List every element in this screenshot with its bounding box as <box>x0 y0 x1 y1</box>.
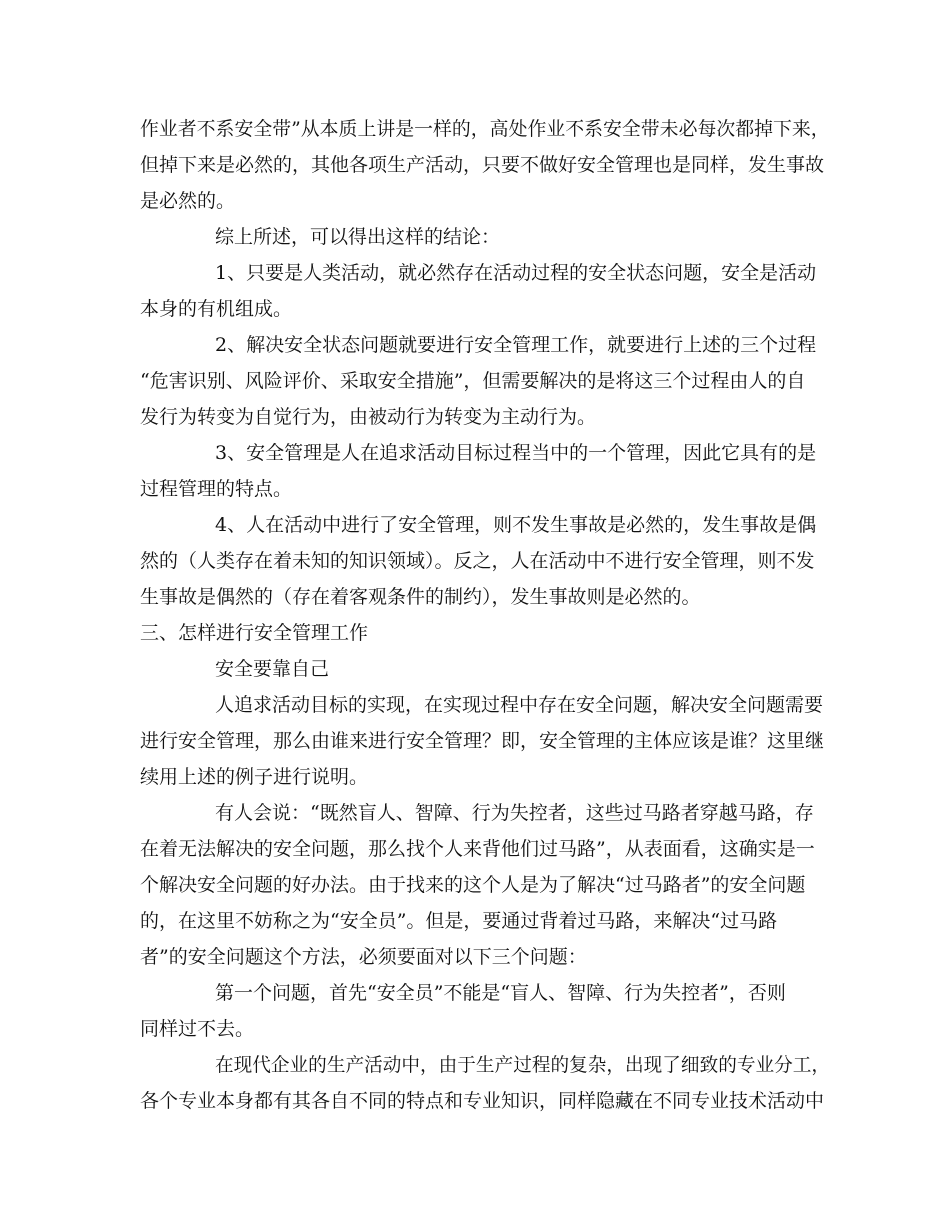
text-line: 同样过不去。 <box>140 1018 255 1040</box>
section-heading: 三、怎样进行安全管理工作 <box>140 622 369 644</box>
text-line: 但掉下来是必然的，其他各项生产活动，只要不做好安全管理也是同样，发生事故 <box>140 154 825 176</box>
list-item: 3、安全管理是人在追求活动目标过程当中的一个管理，因此它具有的是 <box>215 442 817 464</box>
text-line: 本身的有机组成。 <box>140 298 293 320</box>
text-line: 续用上述的例子进行说明。 <box>140 766 369 788</box>
list-item: 4、人在活动中进行了安全管理，则不发生事故是必然的，发生事故是偶 <box>215 514 817 536</box>
text-line: 然的（人类存在着未知的知识领域）。反之，人在活动中不进行安全管理，则不发 <box>140 550 815 572</box>
text-line: 个解决安全问题的好办法。由于找来的这个人是为了解决“过马路者”的安全问题 <box>140 874 806 896</box>
text-line: 作业者不系安全带”从本质上讲是一样的，高处作业不系安全带未必每次都掉下来， <box>140 118 830 140</box>
text-line: 人追求活动目标的实现，在实现过程中存在安全问题，解决安全问题需要 <box>215 694 824 716</box>
text-line: 综上所述，可以得出这样的结论： <box>215 226 501 248</box>
text-line: 各个专业本身都有其各自不同的特点和专业知识，同样隐藏在不同专业技术活动中 <box>140 1090 825 1112</box>
text-line: 第一个问题，首先“安全员”不能是“盲人、智障、行为失控者”，否则 <box>215 982 786 1004</box>
text-line: 发行为转变为自觉行为，由被动行为转变为主动行为。 <box>140 406 597 428</box>
text-line: 者”的安全问题这个方法，必须要面对以下三个问题： <box>140 946 587 968</box>
list-item: 2、解决安全状态问题就要进行安全管理工作，就要进行上述的三个过程 <box>215 334 817 356</box>
text-line: 在着无法解决的安全问题，那么找个人来背他们过马路”，从表面看，这确实是一 <box>140 838 815 860</box>
text-line: 在现代企业的生产活动中，由于生产过程的复杂，出现了细致的专业分工， <box>215 1054 831 1076</box>
text-line: 有人会说：“既然盲人、智障、行为失控者，这些过马路者穿越马路，存 <box>215 802 814 824</box>
text-line: 进行安全管理，那么由谁来进行安全管理？即，安全管理的主体应该是谁？这里继 <box>140 730 825 752</box>
text-line: “危害识别、风险评价、采取安全措施”，但需要解决的是将这三个过程由人的自 <box>140 370 806 392</box>
text-line: 是必然的。 <box>140 190 236 212</box>
text-line: 过程管理的特点。 <box>140 478 293 500</box>
list-item: 1、只要是人类活动，就必然存在活动过程的安全状态问题，安全是活动 <box>215 262 817 284</box>
subsection-heading: 安全要靠自己 <box>215 658 330 680</box>
text-line: 生事故是偶然的（存在着客观条件的制约），发生事故则是必然的。 <box>140 586 701 608</box>
text-line: 的，在这里不妨称之为“安全员”。但是，要通过背着过马路，来解决“过马路 <box>140 910 778 932</box>
